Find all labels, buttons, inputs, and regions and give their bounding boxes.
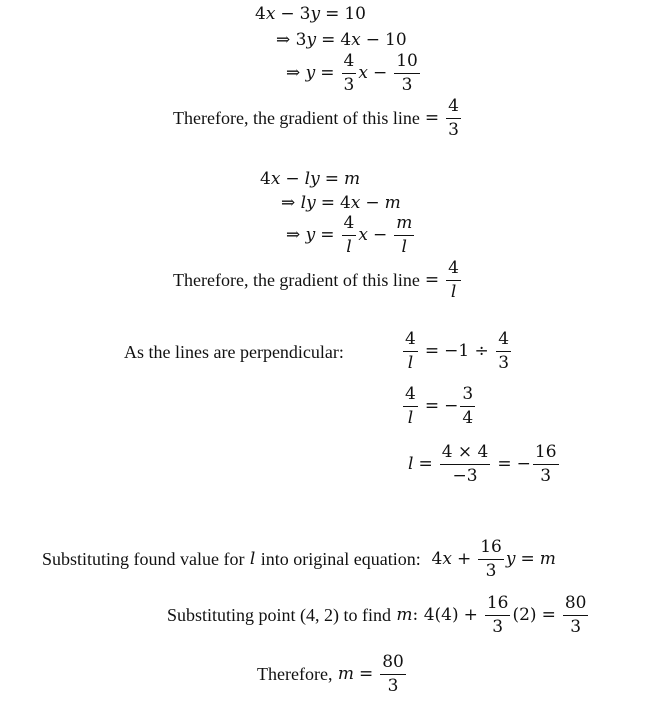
implies-arrow: ⇒ [281, 193, 296, 213]
fraction [403, 330, 418, 372]
var-x: x [358, 225, 368, 246]
fraction [342, 214, 357, 256]
var-l: l [304, 169, 311, 189]
term: 4(4) [423, 605, 459, 626]
denominator: l [342, 235, 357, 257]
var-y: y [305, 63, 316, 84]
denominator: 3 [498, 352, 510, 373]
numerator: 4 [448, 258, 459, 278]
fraction [342, 52, 357, 94]
equation-2-1 [260, 169, 360, 189]
equation-1-3 [286, 52, 422, 94]
var-m: m [396, 605, 413, 626]
numerator: 10 [396, 51, 418, 71]
minus-sign: − [365, 193, 380, 213]
var-l: l [249, 549, 256, 570]
equals-sign: = [497, 454, 512, 475]
denominator: 3 [380, 674, 406, 696]
numerator: 4 × 4 [441, 442, 489, 462]
numerator: 4 [343, 51, 355, 71]
denominator: 3 [394, 73, 420, 95]
var-x: x [270, 169, 281, 189]
equals-sign: = [541, 605, 556, 626]
numerator: 80 [382, 652, 404, 672]
perpendicular-label: As the lines are perpendicular: [124, 342, 344, 362]
equation-1-1 [255, 4, 366, 24]
var-y: y [310, 169, 320, 189]
fraction [460, 385, 475, 427]
var-y: y [505, 549, 516, 570]
denominator: 3 [448, 119, 459, 140]
denominator: 3 [533, 464, 559, 486]
perpendicular-label-line [124, 342, 344, 363]
final-text: Therefore, [257, 663, 333, 684]
coef: 4 [340, 30, 352, 50]
numerator: 3 [462, 384, 474, 404]
substitution-line-1 [42, 538, 556, 580]
fraction [380, 653, 406, 695]
gradient-text: Therefore, the gradient of this line [173, 107, 420, 128]
substitution-text: Substituting found value for [42, 548, 245, 569]
colon: : [412, 605, 419, 626]
fraction [446, 259, 461, 301]
equals-sign: = [320, 63, 335, 84]
var-y: y [310, 4, 321, 24]
var-x: x [265, 4, 276, 24]
minus-sign: − [444, 396, 459, 417]
coef: 4 [339, 193, 351, 213]
perp-row-3 [408, 443, 561, 485]
equals-sign: = [325, 4, 340, 24]
minus-sign: − [365, 30, 381, 50]
equals-sign: = [520, 549, 535, 570]
numerator: 16 [480, 537, 502, 557]
fraction [394, 52, 420, 94]
denominator: l [446, 280, 461, 302]
gradient-line-1 [173, 97, 463, 139]
neg-one-divide: −1 ÷ [444, 341, 489, 362]
var-x: x [358, 63, 368, 84]
implies-arrow: ⇒ [286, 225, 301, 246]
fraction [563, 594, 589, 636]
minus-sign: − [280, 4, 295, 24]
equals-sign: = [424, 270, 440, 291]
var-x: x [350, 193, 361, 213]
var-m: m [539, 549, 556, 570]
equals-sign: = [320, 193, 335, 213]
equals-sign: = [320, 225, 335, 246]
gradient-text: Therefore, the gradient of this line [173, 269, 420, 290]
denominator: l [394, 235, 414, 257]
fraction [478, 538, 504, 580]
var-l: l [300, 193, 307, 213]
perp-row-1 [401, 330, 513, 372]
plus-sign: + [463, 605, 478, 626]
coef: 4 [260, 169, 271, 189]
denominator: 3 [343, 74, 355, 95]
denominator: 3 [478, 559, 504, 581]
equals-sign: = [424, 341, 440, 362]
var-x: x [351, 30, 361, 50]
fraction [533, 443, 559, 485]
fraction [403, 385, 418, 427]
denominator: 3 [485, 615, 511, 637]
minus-sign: − [372, 225, 388, 246]
substitution-text: into original equation: [260, 548, 421, 569]
equals-sign: = [424, 108, 440, 129]
equation-2-3 [286, 214, 416, 256]
denominator: l [403, 351, 418, 373]
equation-2-2 [281, 193, 401, 213]
final-line [257, 653, 408, 695]
gradient-line-2 [173, 259, 463, 301]
perp-row-2 [401, 385, 477, 427]
fraction [440, 443, 491, 485]
var-y: y [306, 30, 317, 50]
numerator: 4 [405, 329, 416, 349]
coef: 3 [295, 30, 307, 50]
coef: 4 [255, 4, 266, 24]
denominator: l [403, 406, 418, 428]
coef: 4 [431, 549, 443, 570]
substitution-text: Substituting point (4, 2) to find [167, 604, 392, 625]
implies-arrow: ⇒ [276, 30, 291, 50]
term: (2) [512, 605, 537, 626]
equals-sign: = [418, 454, 433, 475]
equals-sign: = [358, 664, 374, 685]
numerator: 16 [534, 442, 557, 462]
fraction [446, 97, 461, 139]
plus-sign: + [456, 549, 472, 570]
equals-sign: = [321, 30, 336, 50]
minus-sign: − [372, 63, 388, 84]
var-l: l [408, 454, 414, 475]
numerator: 4 [343, 213, 355, 233]
numerator: 4 [405, 384, 416, 404]
fraction [394, 214, 414, 256]
substitution-line-2 [167, 594, 590, 636]
var-m: m [337, 664, 354, 685]
rhs-value: 10 [344, 4, 366, 24]
coef: 3 [299, 4, 311, 24]
fraction [496, 330, 511, 372]
var-x: x [442, 549, 452, 570]
denominator: 3 [563, 615, 589, 637]
var-m: m [343, 169, 361, 189]
var-y: y [305, 225, 316, 246]
var-m: m [384, 193, 401, 213]
denominator: −3 [440, 464, 491, 486]
denominator: 4 [462, 407, 474, 428]
rhs-value: 10 [385, 30, 407, 50]
var-y: y [306, 193, 316, 213]
implies-arrow: ⇒ [286, 63, 301, 84]
numerator: m [396, 213, 413, 233]
minus-sign: − [285, 169, 300, 189]
equals-sign: = [424, 396, 440, 417]
numerator: 4 [448, 96, 459, 116]
minus-sign: − [516, 454, 531, 475]
numerator: 4 [498, 329, 510, 349]
equals-sign: = [324, 169, 339, 189]
equation-1-2 [276, 30, 407, 50]
fraction [485, 594, 511, 636]
numerator: 80 [564, 593, 587, 613]
numerator: 16 [486, 593, 509, 613]
